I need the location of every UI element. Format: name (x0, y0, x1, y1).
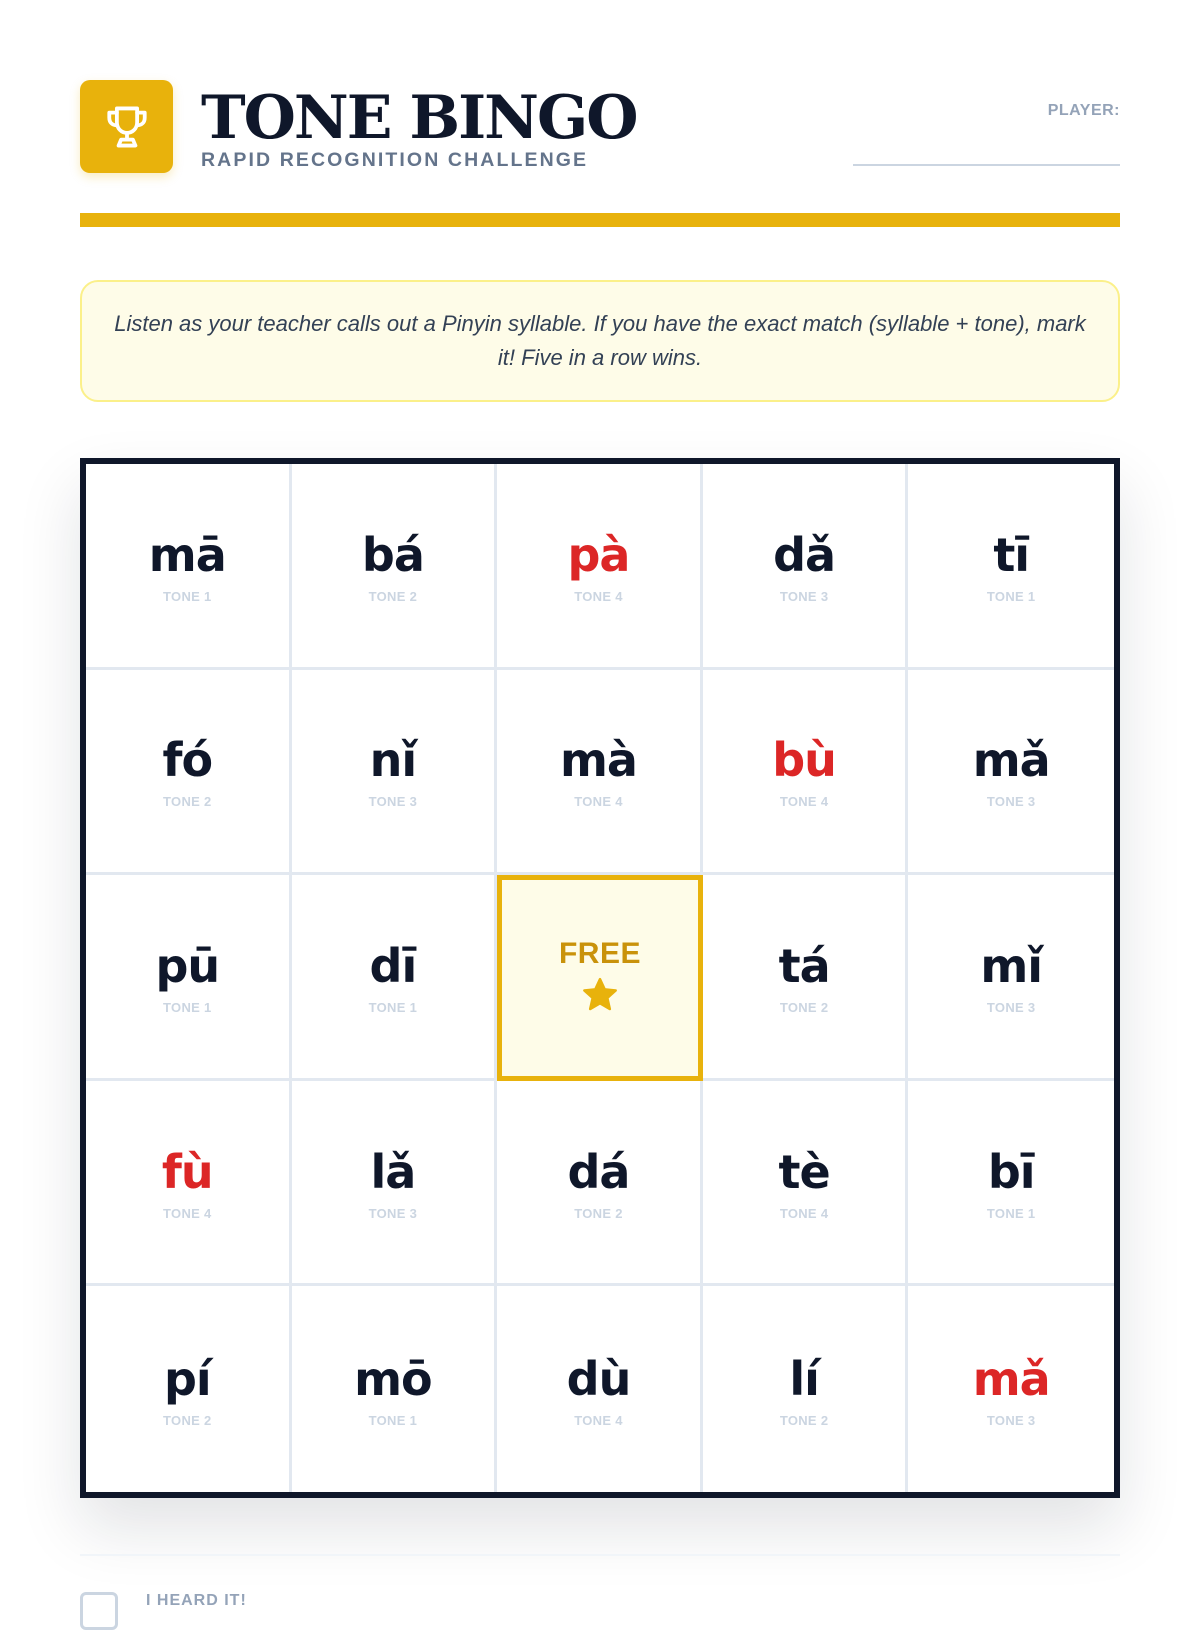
cell-syllable: lí (789, 1351, 819, 1406)
cell-tone-label: TONE 3 (368, 1205, 418, 1221)
cell-syllable: pà (567, 527, 630, 582)
free-space-cell[interactable] (497, 875, 703, 1081)
cell-syllable: pū (155, 938, 220, 993)
cell-tone-label: TONE 3 (986, 794, 1036, 810)
bingo-cell[interactable] (703, 670, 909, 876)
cell-tone-label: TONE 3 (986, 1412, 1036, 1428)
bingo-cell[interactable] (292, 670, 498, 876)
heard-it-label: I HEARD IT! (146, 1592, 247, 1609)
bingo-cell[interactable] (86, 464, 292, 670)
star-icon (580, 971, 620, 1015)
page-subtitle: RAPID RECOGNITION CHALLENGE (201, 149, 589, 171)
bingo-board (80, 458, 1120, 1498)
bingo-cell[interactable] (908, 464, 1114, 670)
bingo-cell[interactable] (497, 1081, 703, 1287)
cell-syllable: fù (161, 1144, 213, 1199)
cell-syllable: tī (993, 527, 1030, 582)
cell-tone-label: TONE 1 (163, 588, 212, 604)
cell-tone-label: TONE 2 (163, 1412, 212, 1428)
cell-tone-label: TONE 1 (986, 1205, 1036, 1221)
cell-tone-label: TONE 2 (779, 999, 829, 1015)
cell-tone-label: TONE 4 (163, 1205, 212, 1221)
free-space-label: FREE (558, 936, 641, 970)
cell-tone-label: TONE 4 (574, 588, 623, 604)
cell-tone-label: TONE 4 (779, 1205, 829, 1221)
cell-tone-label: TONE 3 (368, 794, 418, 810)
bingo-cell[interactable] (86, 875, 292, 1081)
bingo-cell[interactable] (703, 875, 909, 1081)
bingo-cell[interactable] (86, 1081, 292, 1287)
bingo-cell[interactable] (86, 1286, 292, 1492)
cell-tone-label: TONE 2 (574, 1205, 623, 1221)
page-title: TONE BINGO (201, 83, 637, 153)
cell-tone-label: TONE 1 (368, 999, 418, 1015)
instructions-text: Listen as your teacher calls out a Pinyin syllable. If you have the exact match (syllable + tone), mark it! Five in a row wins. (114, 311, 1086, 370)
cell-syllable: bá (361, 527, 424, 582)
trophy-icon (100, 100, 154, 154)
bingo-cell[interactable] (703, 1081, 909, 1287)
bingo-cell[interactable] (497, 1286, 703, 1492)
cell-syllable: tá (778, 938, 830, 993)
logo-badge (80, 80, 173, 173)
cell-syllable: mǎ (972, 733, 1050, 788)
cell-syllable: dī (369, 938, 417, 993)
instructions-box (80, 280, 1120, 402)
player-label: PLAYER: (1047, 102, 1120, 119)
cell-tone-label: TONE 3 (779, 588, 829, 604)
cell-syllable: dǎ (773, 527, 836, 582)
cell-tone-label: TONE 4 (779, 794, 829, 810)
cell-syllable: lǎ (370, 1144, 416, 1199)
player-name-field[interactable] (853, 164, 1120, 166)
bingo-cell[interactable] (292, 1286, 498, 1492)
bingo-cell[interactable] (908, 1286, 1114, 1492)
cell-syllable: nǐ (369, 733, 417, 788)
cell-tone-label: TONE 4 (574, 794, 623, 810)
header (80, 80, 1120, 174)
cell-syllable: mà (560, 733, 637, 788)
bingo-cell[interactable] (497, 670, 703, 876)
cell-tone-label: TONE 3 (986, 999, 1036, 1015)
cell-syllable: fó (162, 733, 213, 788)
cell-tone-label: TONE 2 (779, 1412, 829, 1428)
cell-syllable: mǐ (980, 938, 1043, 993)
cell-syllable: tè (778, 1144, 830, 1199)
bingo-cell[interactable] (703, 464, 909, 670)
bingo-cell[interactable] (497, 464, 703, 670)
cell-tone-label: TONE 1 (368, 1412, 418, 1428)
footer-divider (80, 1554, 1120, 1556)
cell-syllable: bù (772, 733, 836, 788)
cell-tone-label: TONE 1 (986, 588, 1036, 604)
cell-syllable: dá (567, 1144, 630, 1199)
bingo-cell[interactable] (292, 1081, 498, 1287)
heard-it-checkbox[interactable] (80, 1592, 118, 1630)
bingo-cell[interactable] (703, 1286, 909, 1492)
cell-syllable: mā (148, 527, 226, 582)
bingo-cell[interactable] (908, 1081, 1114, 1287)
bingo-cell[interactable] (86, 670, 292, 876)
cell-tone-label: TONE 4 (574, 1412, 623, 1428)
cell-syllable: mǎ (972, 1351, 1050, 1406)
cell-tone-label: TONE 2 (368, 588, 418, 604)
cell-tone-label: TONE 1 (163, 999, 212, 1015)
bingo-cell[interactable] (908, 670, 1114, 876)
cell-syllable: mō (354, 1351, 432, 1406)
cell-syllable: dù (566, 1351, 631, 1406)
cell-tone-label: TONE 2 (163, 794, 212, 810)
bingo-cell[interactable] (908, 875, 1114, 1081)
bingo-cell[interactable] (292, 875, 498, 1081)
header-divider (80, 213, 1120, 227)
cell-syllable: pí (163, 1351, 211, 1406)
cell-syllable: bī (987, 1144, 1035, 1199)
bingo-cell[interactable] (292, 464, 498, 670)
